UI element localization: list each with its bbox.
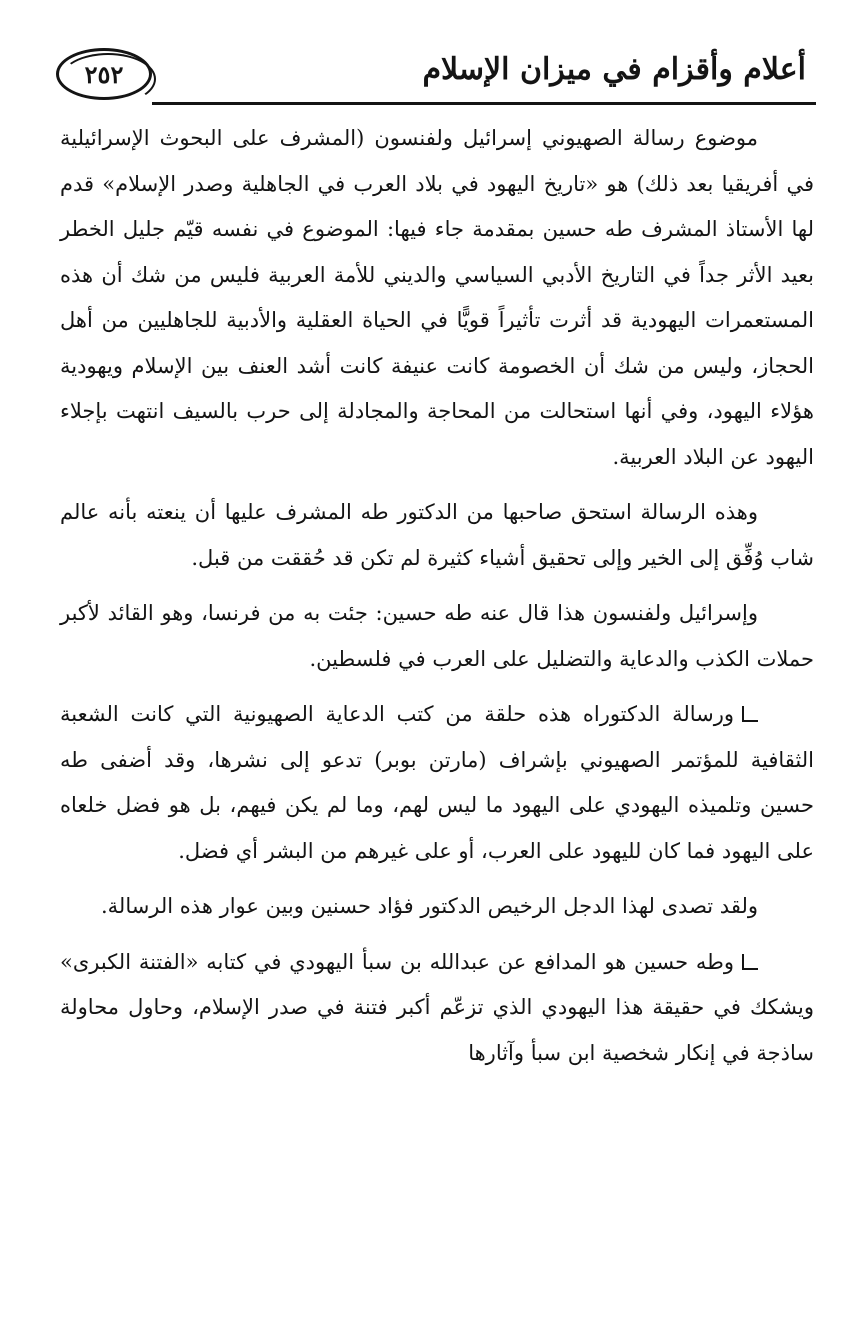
paragraph-text: وإسرائيل ولفنسون هذا قال عنه طه حسين: جئت به من فرنسا، وهو القائد لأكبر حملات الكذب والدعاية والتضليل على العرب في فلسطين. xyxy=(60,601,814,671)
book-title: أعلام وأقزام في ميزان الإسلام xyxy=(422,52,806,87)
paragraph-6 xyxy=(60,940,814,1077)
running-header xyxy=(56,40,816,110)
paragraph-text: ولقد تصدى لهذا الدجل الرخيص الدكتور فؤاد حسنين وبين عوار هذه الرسالة. xyxy=(100,894,758,918)
corner-bullet-icon xyxy=(742,954,758,970)
paragraph-5 xyxy=(60,884,814,930)
paragraph-text: ورسالة الدكتوراه هذه حلقة من كتب الدعاية الصهيونية التي كانت الشعبة الثقافية للمؤتمر الصهيوني بإشراف (مارتن بوبر) تدعو إلى نشرها، وقد أضفى طه حسين وتلميذه اليهودي على اليهود ما ليس لهم، وما لم يكن فيهم، بل هو فضل خلعاه على اليهود فما كان لليهود على العرب، أو على غيرهم من البشر أي فضل. xyxy=(60,702,814,863)
page-number: ٢٥٢ xyxy=(84,59,124,89)
paragraph-1 xyxy=(60,116,814,480)
paragraph-text: وطه حسين هو المدافع عن عبدالله بن سبأ اليهودي في كتابه «الفتنة الكبرى» ويشكك في حقيقة هذا اليهودي الذي تزعّم أكبر فتنة في صدر الإسلام، وحاول محاولة ساذجة في إنكار شخصية ابن سبأ وآثارها xyxy=(60,949,814,1065)
paragraph-2 xyxy=(60,490,814,581)
page-number-badge xyxy=(56,48,152,100)
body-text xyxy=(60,116,814,1076)
paragraph-3 xyxy=(60,591,814,682)
paragraph-4 xyxy=(60,692,814,874)
paragraph-text: وهذه الرسالة استحق صاحبها من الدكتور طه المشرف عليها أن ينعته بأنه عالم شاب وُفِّق إلى الخير وإلى تحقيق أشياء كثيرة لم تكن قد حُققت من قبل. xyxy=(60,500,814,570)
paragraph-text: موضوع رسالة الصهيوني إسرائيل ولفنسون (المشرف على البحوث الإسرائيلية في أفريقيا بعد ذلك) هو «تاريخ اليهود في بلاد العرب في الجاهلية وصدر الإسلام» قدم لها الأستاذ المشرف طه حسين بمقدمة جاء فيها: الموضوع في نفسه قيّم جليل الخطر بعيد الأثر جداً في التاريخ الأدبي السياسي والديني للأمة العربية فليس من شك أن هذه المستعمرات اليهودية قد أثرت تأثيراً قويًّا في الحياة العقلية والأدبية للجاهليين من أهل الحجاز، وليس من شك أن الخصومة كانت عنيفة كانت أشد العنف بين الإسلام ويهودية هؤلاء اليهود، وفي أنها استحالت من المحاجة والمجادلة إلى حرب بالسيف انتهت بإجلاء اليهود عن البلاد العربية. xyxy=(60,126,814,469)
corner-bullet-icon xyxy=(742,706,758,722)
header-rule xyxy=(152,102,816,105)
